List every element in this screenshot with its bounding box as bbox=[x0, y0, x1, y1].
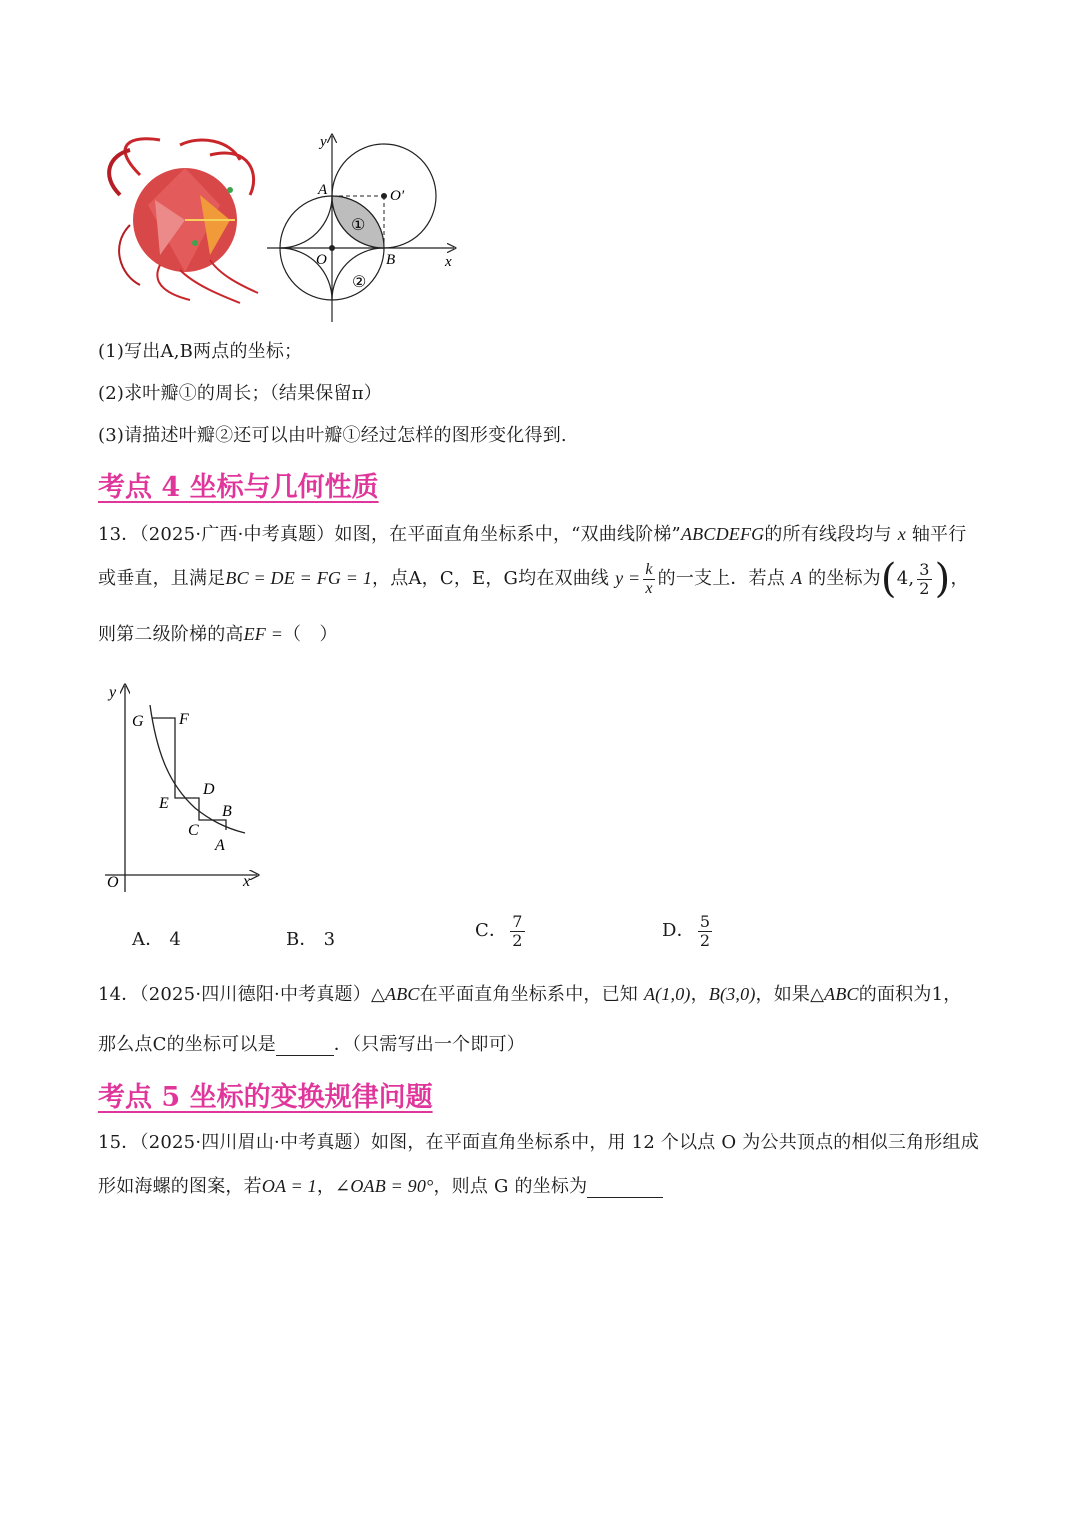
fraction-numerator: 3 bbox=[919, 559, 930, 579]
q13-line-3 bbox=[98, 620, 338, 646]
q14-text: 那么点C的坐标可以是 bbox=[98, 1034, 276, 1055]
point-A-label: A bbox=[318, 182, 328, 198]
q13-text: 轴平行 bbox=[911, 524, 967, 545]
q13-text: 或垂直，且满足 bbox=[98, 568, 226, 589]
q13-function: y = bbox=[615, 568, 641, 588]
q13-line-2: 或垂直，且满足BC = DE = FG = 1，点A，C，E，G均在双曲线 y = $\frac{k}{x}$ 的一支上．若点 A 的坐标为(4, $\frac{3}{2}$ )， bbox=[98, 556, 969, 602]
q14-line-1 bbox=[98, 980, 961, 1006]
q13-text: ， bbox=[950, 568, 969, 589]
x-axis-label: x bbox=[243, 873, 251, 890]
q13-polyline-name: ABCDEFG bbox=[680, 524, 765, 544]
embroidered-ball-photo bbox=[100, 135, 260, 305]
q15-answer-blank[interactable] bbox=[587, 1176, 663, 1198]
option-fraction bbox=[510, 913, 524, 949]
q14-text: ， bbox=[690, 984, 709, 1005]
q13-coordinate: 4, bbox=[896, 568, 915, 589]
y-axis-label: y bbox=[320, 134, 327, 150]
q14-text: 14．（2025·四川德阳·中考真题） bbox=[98, 984, 371, 1005]
point-B-label: B bbox=[222, 803, 232, 820]
option-value: 4 bbox=[169, 929, 181, 950]
q13-text: 的所有线段均与 bbox=[764, 524, 892, 545]
origin-label: O bbox=[316, 252, 327, 268]
q13-line-1 bbox=[98, 520, 966, 546]
q14-text: ，如果 bbox=[755, 984, 811, 1005]
q13-point: A bbox=[790, 568, 803, 588]
q14-answer-blank[interactable] bbox=[276, 1034, 334, 1056]
q13-text: 的一支上．若点 bbox=[657, 568, 786, 589]
fraction-numerator: k bbox=[645, 560, 653, 578]
q13-text: ，点A，C，E，G均在双曲线 bbox=[372, 568, 610, 589]
q14-line-2 bbox=[98, 1030, 525, 1056]
option-a[interactable] bbox=[132, 925, 181, 951]
point-D-label: D bbox=[203, 781, 215, 798]
q13-text: 则第二级阶梯的高 bbox=[98, 624, 244, 645]
option-c[interactable] bbox=[475, 913, 528, 949]
point-E-label: E bbox=[159, 795, 169, 812]
q15-line-1: 15．（2025·四川眉山·中考真题）如图，在平面直角坐标系中，用 12 个以点 O 为公共顶点的相似三角形组成 bbox=[98, 1132, 979, 1153]
hyperbola-staircase-figure bbox=[95, 680, 270, 895]
option-d[interactable] bbox=[662, 913, 715, 949]
leaf-2-label: ② bbox=[352, 274, 367, 291]
point-F-label: F bbox=[179, 711, 189, 728]
point-Oprime-label: O′ bbox=[390, 188, 405, 204]
q12-part-3: (3)请描述叶瓣②还可以由叶瓣①经过怎样的图形变化得到. bbox=[98, 425, 567, 446]
point-B-label: B bbox=[386, 252, 396, 268]
q13-k-over-x bbox=[643, 561, 654, 597]
section-4-heading: 考点 4 坐标与几何性质 bbox=[98, 472, 379, 503]
q15-text: 形如海螺的图案，若 bbox=[98, 1176, 262, 1197]
option-letter: D． bbox=[662, 920, 695, 942]
q12-part-1: (1)写出A,B两点的坐标； bbox=[98, 341, 303, 362]
fraction-numerator: 5 bbox=[699, 912, 711, 931]
q13-text: 13．（2025·广西·中考真题）如图，在平面直角坐标系中，“双曲线阶梯” bbox=[98, 524, 681, 545]
fraction-denominator: 2 bbox=[512, 930, 523, 950]
fraction-denominator: 2 bbox=[699, 930, 711, 950]
section-5-heading: 考点 5 坐标的变换规律问题 bbox=[98, 1082, 433, 1113]
q15-equation: OA = 1 bbox=[261, 1176, 317, 1196]
option-fraction bbox=[698, 913, 712, 949]
point-A-label: A bbox=[215, 837, 225, 854]
q13-three-halves bbox=[917, 561, 931, 597]
fraction-denominator: 2 bbox=[919, 578, 930, 598]
q14-point-b: B(3,0) bbox=[708, 984, 756, 1004]
origin-label: O bbox=[107, 874, 119, 891]
q13-axis: x bbox=[897, 524, 906, 544]
fraction-denominator: x bbox=[645, 579, 653, 597]
leaf-1-label: ① bbox=[351, 217, 366, 234]
q14-triangle: △ABC bbox=[810, 984, 859, 1004]
q14-text: 在平面直角坐标系中，已知 bbox=[419, 984, 639, 1005]
q14-triangle: △ABC bbox=[370, 984, 420, 1004]
q15-text: ， bbox=[316, 1176, 336, 1197]
q15-line-2 bbox=[98, 1172, 663, 1198]
q13-answer-paren: （ ） bbox=[283, 624, 338, 645]
q12-part-2: (2)求叶瓣①的周长；（结果保留π） bbox=[98, 383, 382, 404]
point-C-label: C bbox=[188, 822, 199, 839]
x-axis-label: x bbox=[445, 254, 452, 270]
option-value: 3 bbox=[323, 929, 336, 950]
q13-equation: BC = DE = FG = 1 bbox=[225, 568, 373, 588]
q14-point-a: A(1,0) bbox=[643, 984, 691, 1004]
option-letter: C． bbox=[475, 920, 508, 942]
option-letter: A． bbox=[132, 929, 164, 950]
q13-text: 的坐标为 bbox=[808, 568, 881, 589]
q15-text: ，则点 G 的坐标为 bbox=[433, 1176, 588, 1197]
fraction-numerator: 7 bbox=[512, 912, 523, 931]
y-axis-label: y bbox=[109, 684, 117, 701]
q15-angle: ∠OAB = 90° bbox=[335, 1176, 434, 1196]
q13-equation: EF = bbox=[243, 624, 284, 644]
option-letter: B． bbox=[286, 929, 318, 950]
q14-text: 的面积为1， bbox=[858, 984, 962, 1005]
q14-text: ．（只需写出一个即可） bbox=[333, 1034, 525, 1055]
option-b[interactable] bbox=[286, 925, 335, 951]
leaf-pattern-figure bbox=[262, 130, 462, 325]
point-G-label: G bbox=[132, 713, 144, 730]
